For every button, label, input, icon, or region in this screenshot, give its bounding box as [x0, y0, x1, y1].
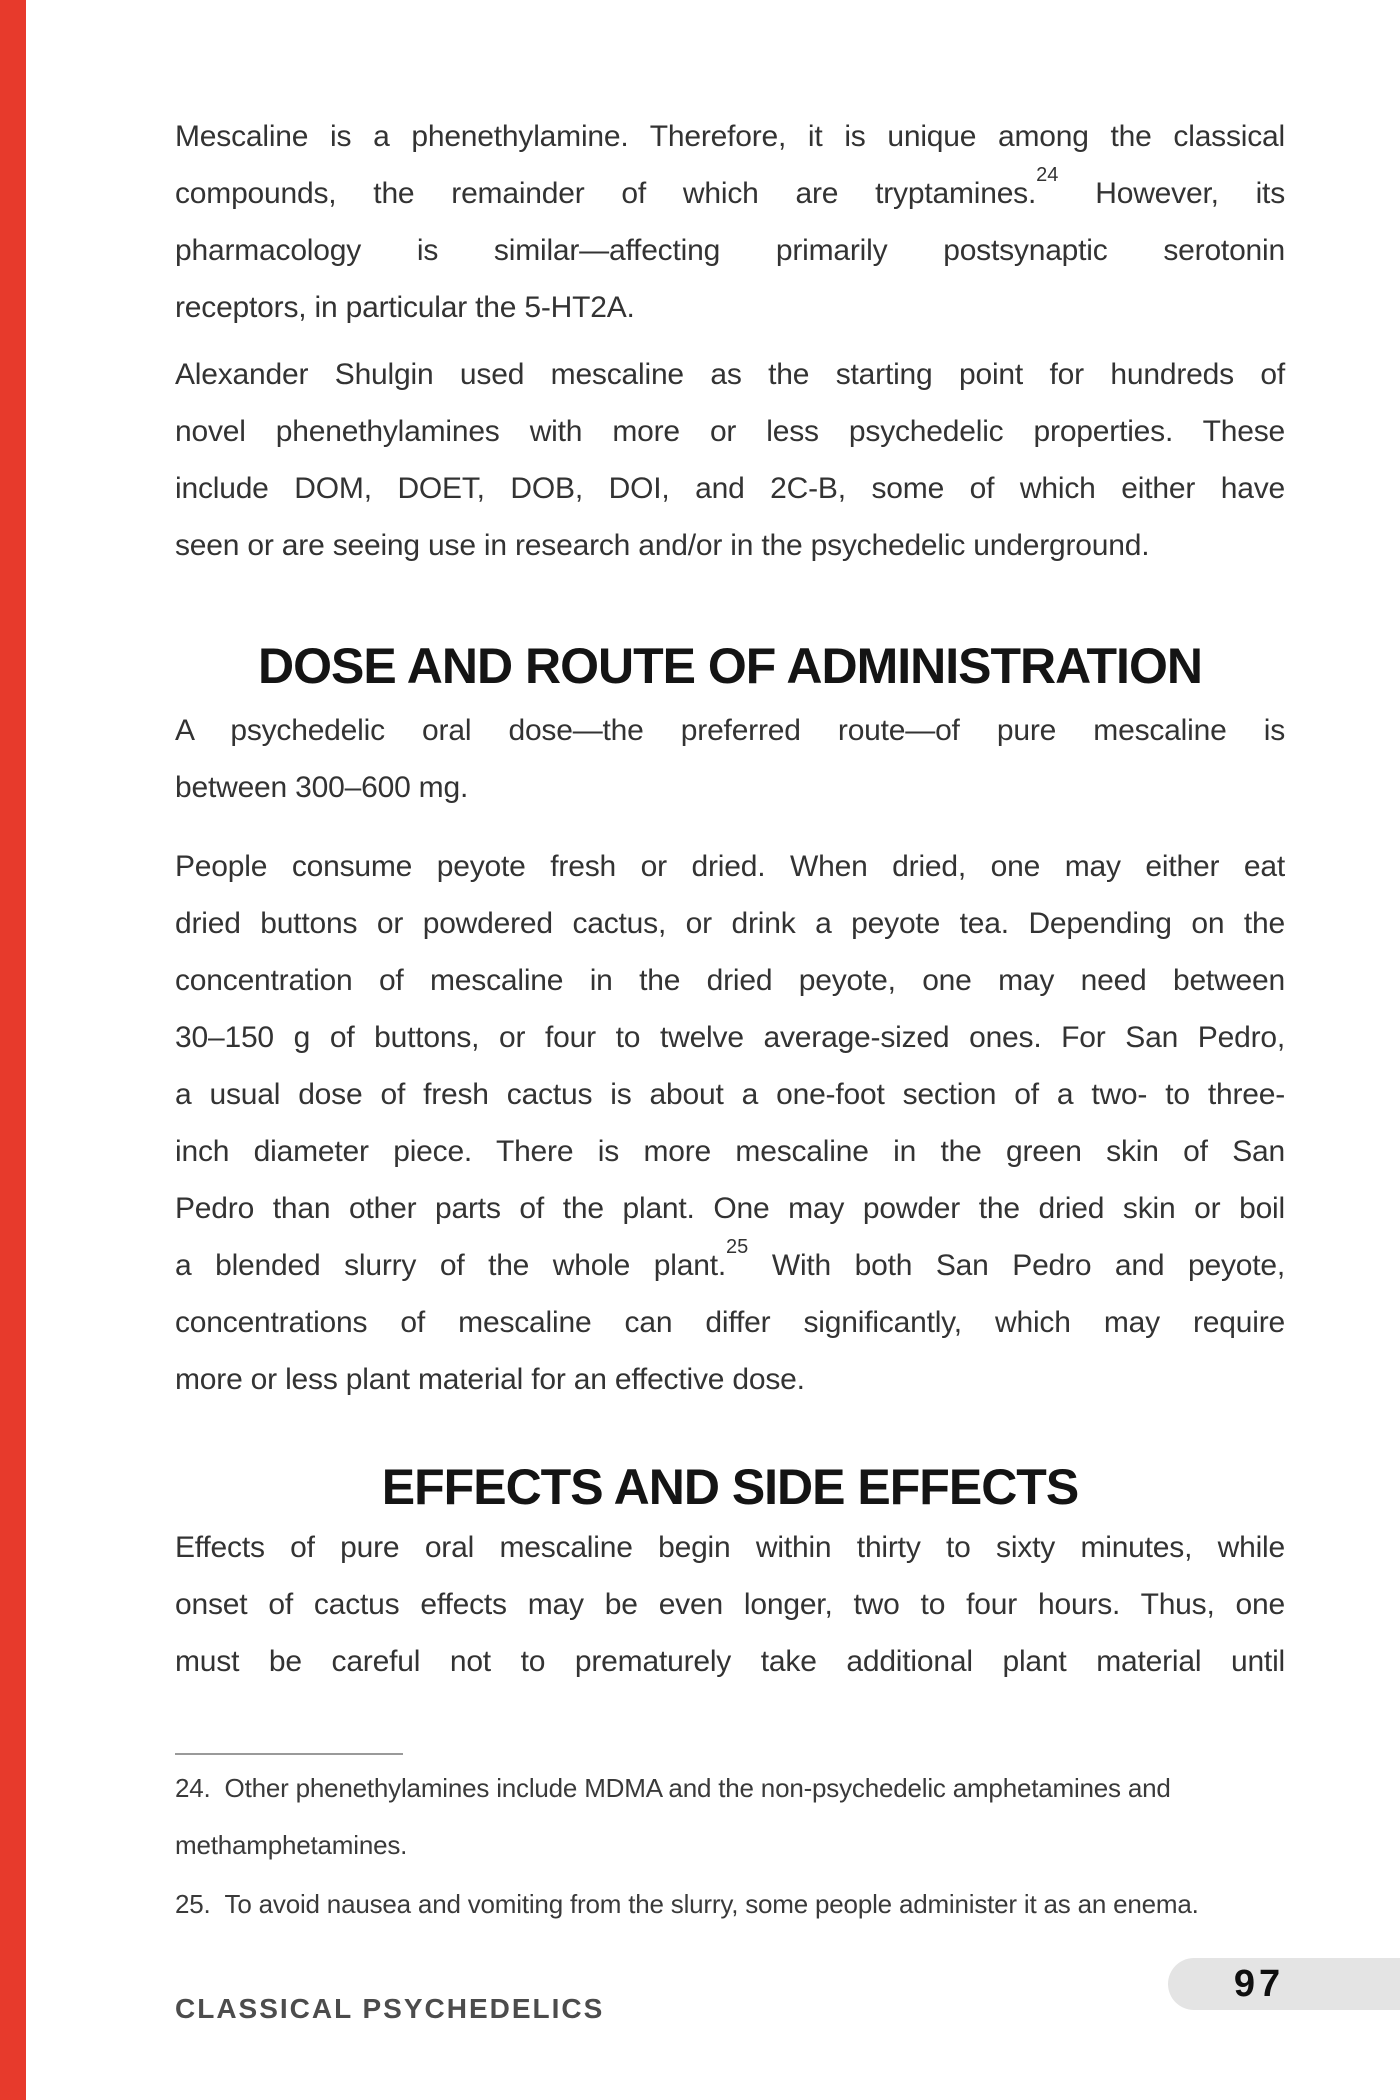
footnote-24 [175, 1760, 1285, 1874]
footnote-number: 25. [175, 1889, 211, 1919]
section-heading-dose-and-route: DOSE AND ROUTE OF ADMINISTRATION [258, 638, 1202, 694]
paragraph-oral-dose [175, 702, 1285, 816]
paragraph-peyote-consumption [175, 838, 1285, 1408]
text-line: dried buttons or powdered cactus, or drink a peyote tea. Depending on the [175, 907, 1285, 940]
text-line: People consume peyote fresh or dried. When dried, one may either eat [175, 850, 1285, 883]
footnote-25 [175, 1876, 1285, 1933]
text-line: must be careful not to prematurely take additional plant material until [175, 1645, 1285, 1678]
text-segment: However, its [1095, 177, 1285, 210]
footnote-ref-25: 25 [725, 1236, 749, 1258]
text-line [175, 1237, 1285, 1294]
paragraph-mescaline-intro [175, 108, 1285, 336]
text-line: concentrations of mescaline can differ significantly, which may require [175, 1306, 1285, 1339]
text-line: Alexander Shulgin used mescaline as the starting point for hundreds of [175, 358, 1285, 391]
footnote-text: To avoid nausea and vomiting from the slurry, some people administer it as an enema. [224, 1889, 1199, 1919]
text-segment: With both San Pedro and peyote, [771, 1249, 1285, 1282]
footnote-number: 24. [175, 1773, 211, 1803]
text-line: Mescaline is a phenethylamine. Therefore, it is unique among the classical [175, 120, 1285, 153]
page-number: 97 [1233, 1962, 1285, 2005]
text-line: between 300–600 mg. [175, 771, 469, 804]
text-line: onset of cactus effects may be even longer, two to four hours. Thus, one [175, 1588, 1285, 1621]
section-heading-effects: EFFECTS AND SIDE EFFECTS [381, 1459, 1079, 1515]
footnotes-block [175, 1753, 1285, 1933]
paragraph-shulgin [175, 346, 1285, 574]
page-number-pill [1168, 1958, 1400, 2010]
text-line: pharmacology is similar—affecting primarily postsynaptic serotonin [175, 234, 1285, 267]
text-segment: a blended slurry of the whole plant. [175, 1249, 726, 1282]
text-line: Effects of pure oral mescaline begin within thirty to sixty minutes, while [175, 1531, 1285, 1564]
page-content [175, 0, 1285, 1690]
footnote-separator-rule [175, 1753, 403, 1755]
footnote-ref-24: 24 [1036, 164, 1059, 186]
text-line: include DOM, DOET, DOB, DOI, and 2C-B, some of which either have [175, 472, 1285, 505]
text-line: concentration of mescaline in the dried peyote, one may need between [175, 964, 1285, 997]
text-line [175, 165, 1285, 222]
text-line: inch diameter piece. There is more mescaline in the green skin of San [175, 1135, 1285, 1168]
page-edge-accent-bar [0, 0, 26, 2100]
running-title: CLASSICAL PSYCHEDELICS [175, 1993, 605, 2024]
text-line: A psychedelic oral dose—the preferred route—of pure mescaline is [175, 714, 1285, 747]
text-line: novel phenethylamines with more or less psychedelic properties. These [175, 415, 1285, 448]
text-segment: compounds, the remainder of which are tryptamines. [175, 177, 1037, 210]
text-line: 30–150 g of buttons, or four to twelve average-sized ones. For San Pedro, [175, 1021, 1285, 1054]
text-line: receptors, in particular the 5-HT2A. [175, 291, 635, 324]
text-line: Pedro than other parts of the plant. One may powder the dried skin or boil [175, 1192, 1285, 1225]
text-line: a usual dose of fresh cactus is about a one-foot section of a two- to three- [175, 1078, 1285, 1111]
footnote-text: Other phenethylamines include MDMA and the non-psychedelic amphetamines and methamphetamines. [175, 1773, 1171, 1860]
text-line: more or less plant material for an effective dose. [175, 1363, 805, 1396]
paragraph-effects-onset [175, 1519, 1285, 1690]
text-line: seen or are seeing use in research and/or in the psychedelic underground. [175, 529, 1150, 562]
